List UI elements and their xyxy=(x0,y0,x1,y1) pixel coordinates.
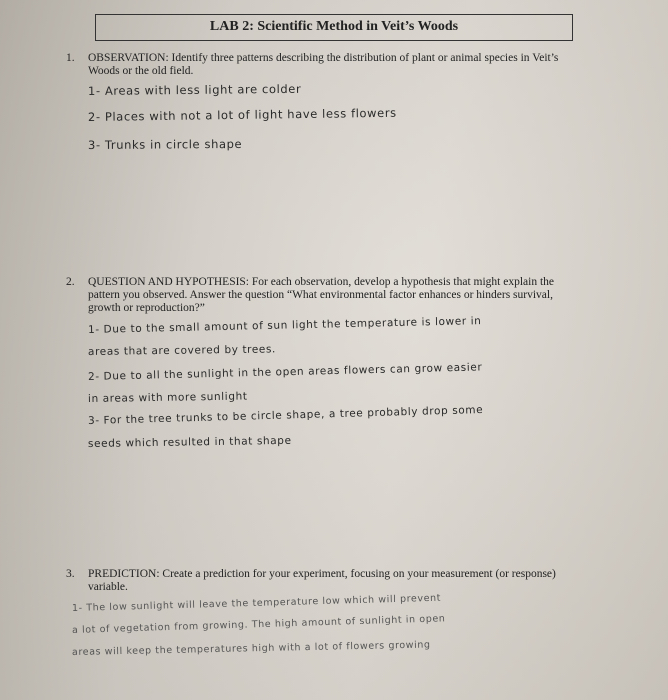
q1-answer-1: 1- Areas with less light are colder xyxy=(87,81,302,98)
q1-answer-2: 2- Places with not a lot of light have less flowers xyxy=(87,105,397,124)
q2-answer-3b: seeds which resulted in that shape xyxy=(87,434,292,450)
question-3-number: 3. xyxy=(66,568,75,580)
q2-answer-2a: 2- Due to all the sunlight in the open areas flowers can grow easier xyxy=(87,361,483,383)
q3-answer-line-1: 1- The low sunlight will leave the temperature low which will prevent xyxy=(71,592,442,614)
question-1-number: 1. xyxy=(66,52,75,64)
question-2 xyxy=(66,276,578,315)
question-1 xyxy=(66,52,578,78)
question-3-prompt: PREDICTION: Create a prediction for your experiment, focusing on your measurement (or response) variable. xyxy=(88,568,556,593)
question-2-prompt: QUESTION AND HYPOTHESIS: For each observation, develop a hypothesis that might explain the pattern you observed. Answer the question “What environmental factor enhances or hinders survival, growth or reproduction?” xyxy=(88,276,555,314)
q1-answer-3: 3- Trunks in circle shape xyxy=(87,136,243,152)
q3-answer-line-3: areas will keep the temperatures high with a lot of flowers growing xyxy=(71,639,431,658)
question-3 xyxy=(66,568,578,594)
q2-answer-1b: areas that are covered by trees. xyxy=(87,343,277,358)
q2-answer-3a: 3- For the tree trunks to be circle shape, a tree probably drop some xyxy=(87,403,484,427)
q2-answer-2b: in areas with more sunlight xyxy=(87,390,248,405)
page-title: LAB 2: Scientific Method in Veit’s Woods xyxy=(95,14,573,41)
question-1-prompt: OBSERVATION: Identify three patterns describing the distribution of plant or animal species in Veit’s Woods or the old field. xyxy=(88,52,559,77)
question-2-number: 2. xyxy=(66,276,75,288)
q2-answer-1a: 1- Due to the small amount of sun light the temperature is lower in xyxy=(87,315,482,336)
q3-answer-line-2: a lot of vegetation from growing. The high amount of sunlight in open xyxy=(71,613,446,636)
